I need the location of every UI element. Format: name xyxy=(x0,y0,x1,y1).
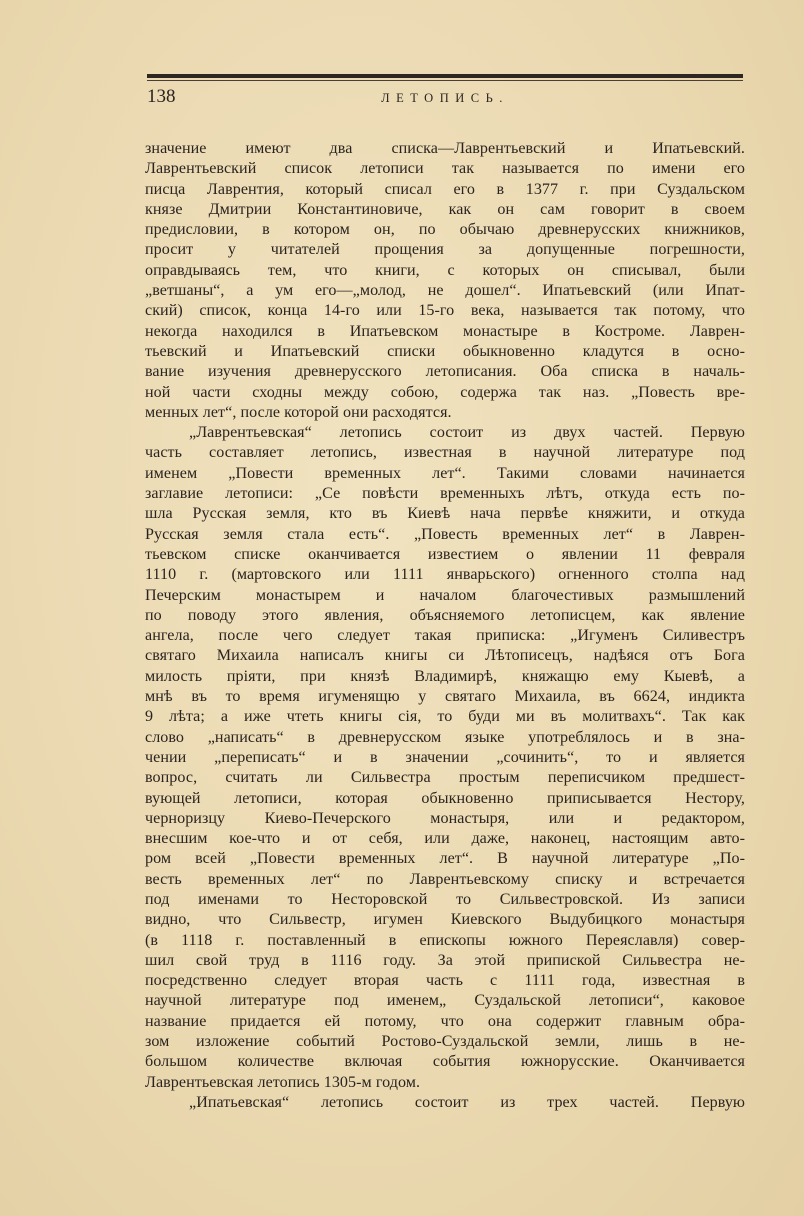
text-line: по поводу этого явления, объясняемого летописцем, как явление xyxy=(145,606,745,624)
text-line: значение имеют два списка—Лаврентьевский и Ипатьевский. xyxy=(145,140,745,157)
paragraph-last-line: менных лет“, после которой они расходятся. xyxy=(145,403,452,421)
text-line: заглавие летописи: „Се повѣсти временныхъ лѣтъ, откуда есть по- xyxy=(145,485,745,503)
text-line: (в 1118 г. поставленный в епископы южного Переяславля) совер- xyxy=(145,931,745,949)
text-line: название придается ей потому, что она содержит главным обра- xyxy=(145,1012,745,1030)
text-line: тьевский и Ипатьевский списки обыкновенно кладутся в осно- xyxy=(145,342,745,360)
text-line: чении „переписать“ и в значении „сочинить“, то и является xyxy=(145,748,745,766)
text-line: вопрос, считать ли Сильвестра простым переписчиком предшест- xyxy=(145,769,745,787)
text-line: просит у читателей прощения за допущенные погрешности, xyxy=(145,241,745,259)
text-line: большом количестве включая события южнорусские. Оканчивается xyxy=(145,1053,745,1071)
text-line: мнѣ въ то время игуменящю у святаго Михаила, въ 6624, индикта xyxy=(145,688,745,706)
text-line: зом изложение событий Ростово-Суздальской земли, лишь в не- xyxy=(145,1033,745,1051)
text-line: милость пріяти, при князѣ Владимирѣ, княжащю ему Кыевѣ, а xyxy=(145,667,745,685)
text-line: шил свой труд в 1116 году. За этой припиской Сильвестра не- xyxy=(145,951,745,969)
text-line: шла Русская земля, кто въ Киевѣ нача первѣе княжити, и откуда xyxy=(145,505,745,523)
text-line: оправдываясь тем, что книги, с которых он списывал, были xyxy=(145,261,745,279)
text-line: внесшим кое-что и от себя, или даже, наконец, настоящим авто- xyxy=(145,830,745,848)
paragraph-first-line: „Лаврентьевская“ летопись состоит из двух частей. Первую xyxy=(189,424,745,442)
text-line: вующей летописи, которая обыкновенно приписывается Нестору, xyxy=(145,789,745,807)
text-line: научной литературе под именем„ Суздальской летописи“, каковое xyxy=(145,992,745,1010)
text-line: вание изучения древнерусского летописания. Оба списка в началь- xyxy=(145,363,745,381)
paragraph-last-line: Лаврентьевская летопись 1305-м годом. xyxy=(145,1073,421,1091)
text-line: 9 лѣта; а иже чтеть книгы сія, то буди ми въ молитвахъ“. Так как xyxy=(145,708,745,726)
text-line: „ветшаны“, а ум его—„молод, не дошел“. Ипатьевский (или Ипат- xyxy=(145,282,745,300)
text-line: именем „Повести временных лет“. Такими словами начинается xyxy=(145,464,745,482)
text-line: видно, что Сильвестр, игумен Киевского Выдубицкого монастыря xyxy=(145,911,745,929)
text-line: часть составляет летопись, известная в научной литературе под xyxy=(145,444,745,462)
text-line: черноризцу Киево-Печерского монастыря, или и редактором, xyxy=(145,809,745,827)
text-line: ром всей „Повести временных лет“. В научной литературе „По- xyxy=(145,850,745,868)
body-text xyxy=(145,139,745,1113)
text-line: посредственно следует вторая часть с 1111 года, известная в xyxy=(145,972,745,990)
header-rule-thick xyxy=(147,74,743,78)
page-header xyxy=(147,86,743,110)
text-line: князе Дмитрии Константиновиче, как он сам говорит в своем xyxy=(145,200,745,218)
paragraph-first-line: „Ипатьевская“ летопись состоит из трех частей. Первую xyxy=(189,1093,745,1111)
running-title: ЛЕТОПИСЬ. xyxy=(381,91,509,105)
text-line: некогда находился в Ипатьевском монастыре в Костроме. Лаврен- xyxy=(145,322,745,340)
page-number: 138 xyxy=(147,86,176,107)
text-line: весть временных лет“ по Лаврентьевскому списку и встречается xyxy=(145,870,745,888)
text-line: Печерским монастырем и началом благочестивых размышлений xyxy=(145,586,745,604)
text-line: предисловии, в котором он, по обычаю древнерусских книжников, xyxy=(145,221,745,239)
text-line: писца Лаврентия, который списал его в 1377 г. при Суздальском xyxy=(145,180,745,198)
text-line: ангела, после чего следует такая приписка: „Игуменъ Силивестръ xyxy=(145,627,745,645)
text-line: под именами то Несторовской то Сильвестровской. Из записи xyxy=(145,890,745,908)
text-line: ной части сходны между собою, содержа так наз. „Повесть вре- xyxy=(145,383,745,401)
text-line: святаго Михаила написалъ книгы си Лѣтописецъ, надѣяся отъ Бога xyxy=(145,647,745,665)
text-line: слово „написать“ в древнерусском языке употреблялось и в зна- xyxy=(145,728,745,746)
text-line: ский) список, конца 14-го или 15-го века, называется так потому, что xyxy=(145,302,745,320)
text-line: 1110 г. (мартовского или 1111 январьского) огненного столпа над xyxy=(145,566,745,584)
text-line: Лаврентьевский список летописи так называется по имени его xyxy=(145,160,745,178)
text-line: Русская земля стала есть“. „Повесть временных лет“ в Лаврен- xyxy=(145,525,745,543)
text-line: тьевском списке оканчивается известием о явлении 11 февраля xyxy=(145,545,745,563)
header-rule-thin xyxy=(147,80,743,81)
